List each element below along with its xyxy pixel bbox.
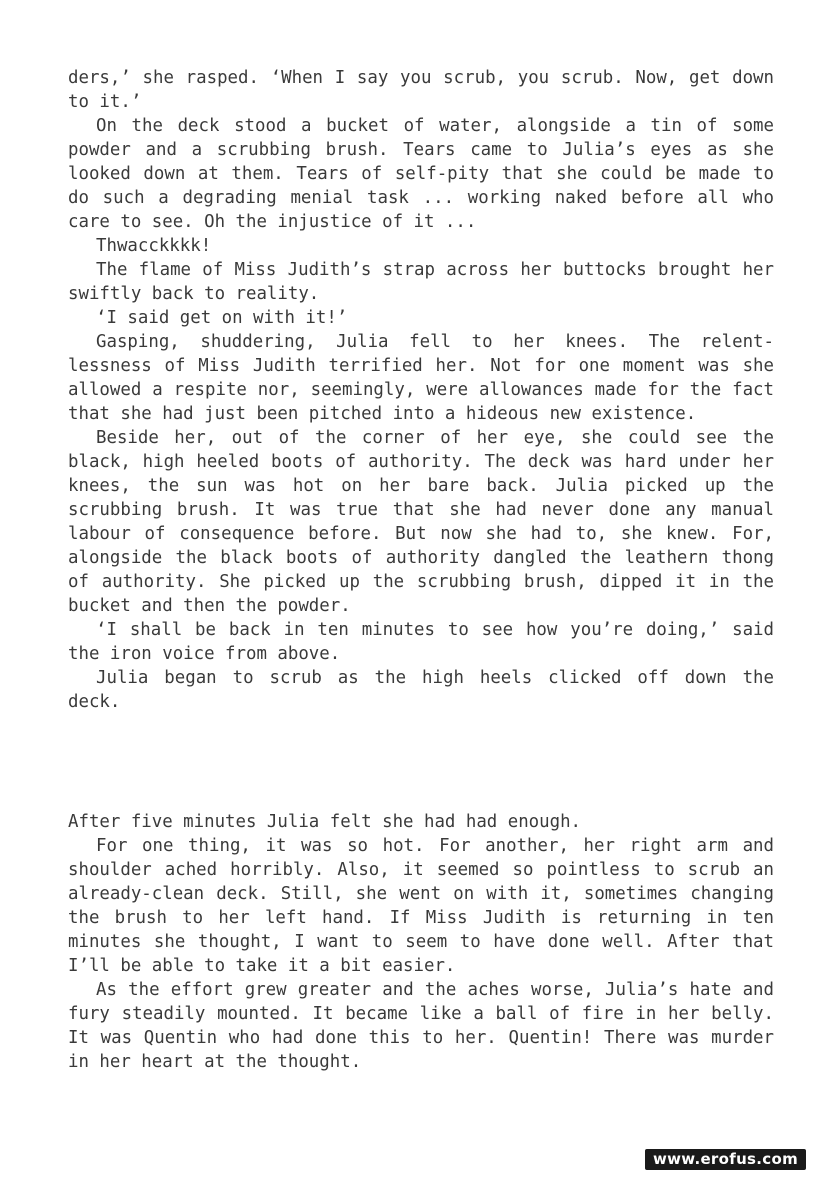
paragraph: ‘I shall be back in ten minutes to see how you’re doing,’ said the iron voice from above. <box>68 620 774 664</box>
paragraph: On the deck stood a bucket of water, alongside a tin of some powder and a scrubbing brush. Tears came to Julia’s eyes as she looked down at them. Tears of self-pity that she could be made to do such a degrading menial task ... working naked before all who care to see. Oh the injustice of it ... <box>68 116 774 232</box>
paragraph: As the effort grew greater and the aches worse, Julia’s hate and fury steadily mounted. It became like a ball of fire in her belly. It was Quentin who had done this to her. Quentin! There was murder in her heart at the thought. <box>68 980 774 1072</box>
text-section-2 <box>68 810 774 1074</box>
paragraph: Gasping, shuddering, Julia fell to her knees. The relent-lessness of Miss Judith terrified her. Not for one moment was she allowed a respite nor, seemingly, were allowances made for the fact that she had just been pitched into a hideous new existence. <box>68 332 774 424</box>
paragraph: ‘I said get on with it!’ <box>96 308 348 328</box>
paragraph: Beside her, out of the corner of her eye, she could see the black, high heeled boots of authority. The deck was hard under her knees, the sun was hot on her bare back. Julia picked up the scrubbing brush. It was true that she had never done any manual labour of consequence before. But now she had to, she knew. For, alongside the black boots of authority dangled the leathern thong of authority. She picked up the scrubbing brush, dipped it in the bucket and then the powder. <box>68 428 774 616</box>
site-watermark: www.erofus.com <box>645 1149 806 1170</box>
paragraph: The flame of Miss Judith’s strap across her buttocks brought her swiftly back to reality. <box>68 260 774 304</box>
paragraph: For one thing, it was so hot. For another, her right arm and shoulder ached horribly. Also, it seemed so pointless to scrub an already-clean deck. Still, she went on with it, sometimes changing the brush to her left hand. If Miss Judith is returning in ten minutes she thought, I want to seem to have done well. After that I’ll be able to take it a bit easier. <box>68 836 774 976</box>
text-section-1 <box>68 66 774 714</box>
paragraph: ders,’ she rasped. ‘When I say you scrub, you scrub. Now, get down to it.’ <box>68 68 774 112</box>
paragraph: Thwacckkkk! <box>96 236 212 256</box>
paragraph: After five minutes Julia felt she had had enough. <box>68 812 582 832</box>
paragraph: Julia began to scrub as the high heels clicked off down the deck. <box>68 668 774 712</box>
